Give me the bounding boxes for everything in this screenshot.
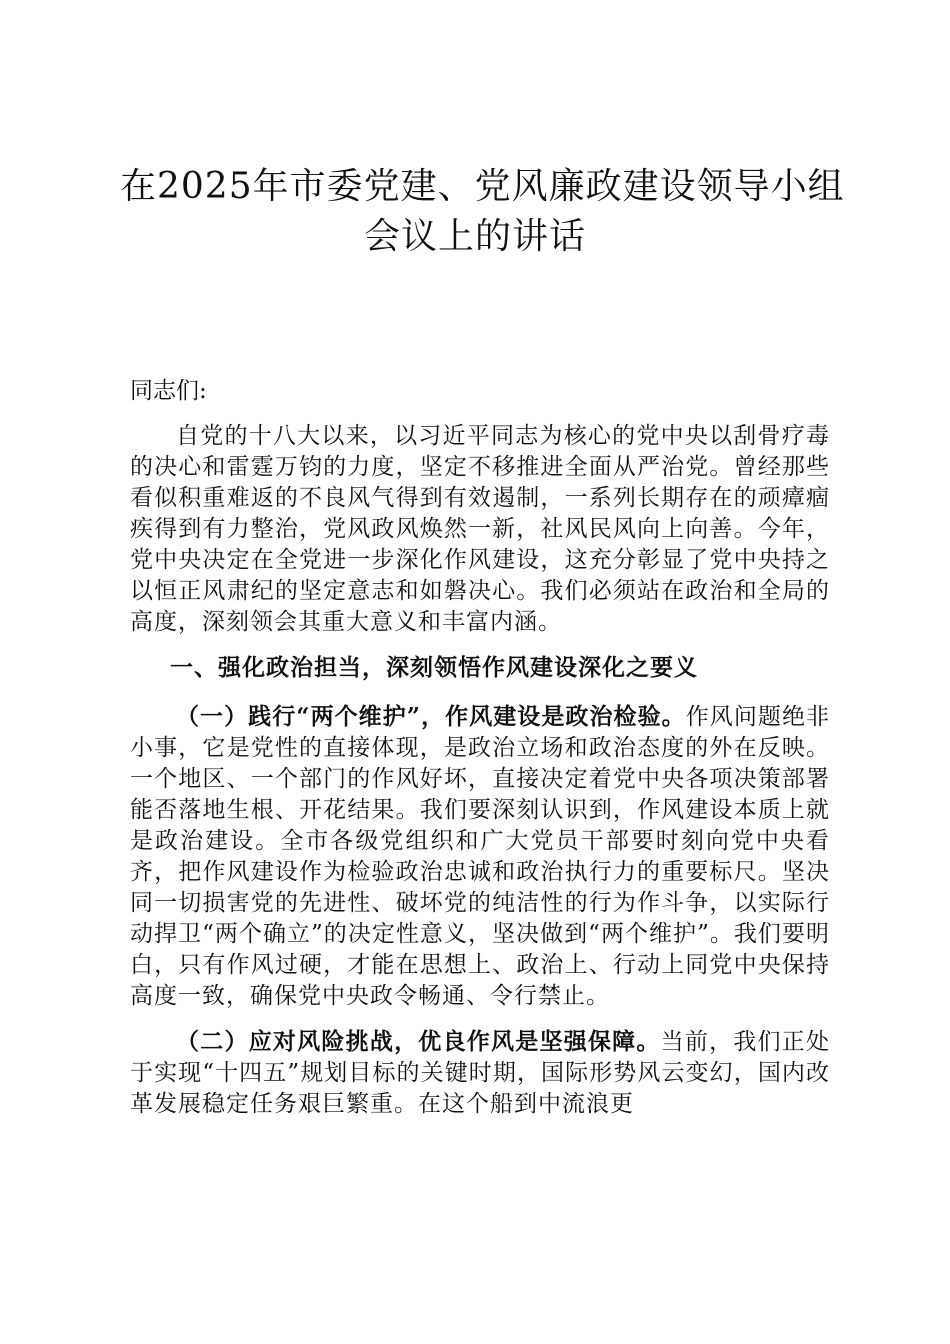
section-heading-1: 一、强化政治担当，深刻领悟作风建设深化之要义 xyxy=(170,654,698,681)
document-body xyxy=(130,376,830,1134)
subsection-text-1: 作风问题绝非小事，它是党性的直接体现，是政治立场和政治态度的外在反映。一个地区、一个部门的作风好坏，直接决定着党中央各项决策部署能否落地生根、开花结果。我们要深刻认识到，作风建设本质上就是政治建设。全市各级党组织和广大党员干部要时刻向党中央看齐，把作风建设作为检验政治忠诚和政治执行力的重要标尺。坚决同一切损害党的先进性、破坏党的纯洁性的行为作斗争，以实际行动捍卫“两个确立”的决定性意义，坚决做到“两个维护”。我们要明白，只有作风过硬，才能在思想上、政治上、行动上同党中央保持高度一致，确保党中央政令畅通、令行禁止。 xyxy=(130,704,831,1009)
subsection-text-2: 当前，我们正处于实现“十四五”规划目标的关键时期，国际形势风云变幻，国内改革发展稳定任务艰巨繁重。在这个船到中流浪更 xyxy=(130,1029,831,1117)
subsection-paragraph-1 xyxy=(130,701,830,1012)
title-line-1: 在2025年市委党建、党风廉政建设领导小组 xyxy=(120,166,845,207)
subsection-lead-1: （一）践行“两个维护”，作风建设是政治检验。 xyxy=(176,703,686,730)
salutation: 同志们: xyxy=(130,378,207,404)
subsection-paragraph-2 xyxy=(130,1026,830,1120)
subsection-lead-2: （二）应对风险挑战，优良作风是坚强保障。 xyxy=(176,1028,661,1055)
title-line-2: 会议上的讲话 xyxy=(363,216,586,257)
intro-paragraph: 自党的十八大以来，以习近平同志为核心的党中央以刮骨疗毒的决心和雷霆万钧的力度，坚定不移推进全面从严治党。曾经那些看似积重难返的不良风气得到有效遏制，一系列长期存在的顽瘴痼疾得到有力整治，党风政风焕然一新，社风民风向上向善。今年，党中央决定在全党进一步深化作风建设，这充分彰显了党中央持之以恒正风肃纪的坚定意志和如磐决心。我们必须站在政治和全局的高度，深刻领会其重大意义和丰富内涵。 xyxy=(130,423,830,635)
document-title xyxy=(120,162,845,262)
